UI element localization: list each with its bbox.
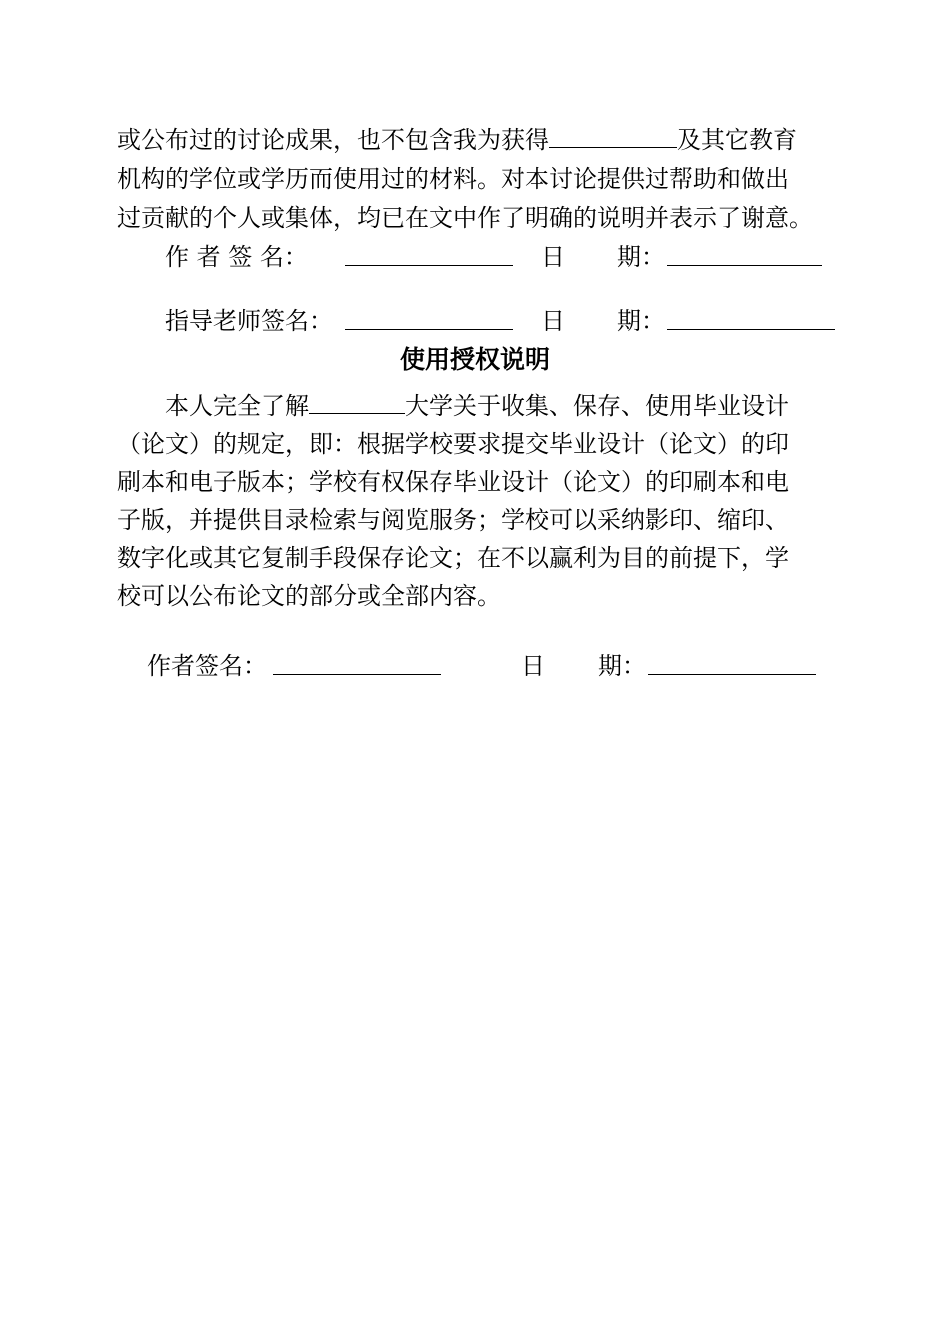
- section-title: 使用授权说明: [399, 345, 550, 374]
- authorization-text: 本人完全了解: [165, 392, 309, 420]
- declaration-text: 及其它教育: [677, 126, 797, 154]
- date-line: [648, 650, 816, 675]
- final-signature-row: [0, 650, 950, 682]
- date-label-char-1: 日: [541, 243, 565, 271]
- advisor-signature-label: 指导老师签名：: [165, 307, 333, 335]
- authorization-text: 大学关于收集、保存、使用毕业设计: [405, 392, 789, 420]
- university-blank: [309, 391, 405, 414]
- date-label-char-2: 期：: [617, 307, 665, 335]
- advisor-signature-line: [345, 305, 513, 330]
- date-line: [667, 241, 822, 266]
- author-signature-line: [345, 241, 513, 266]
- date-line: [667, 305, 835, 330]
- date-label-char-2: 期：: [617, 243, 665, 271]
- authorization-line-1: [165, 390, 789, 422]
- declaration-line-1: [117, 124, 797, 156]
- author-signature-row: [0, 241, 950, 273]
- author-signature-label: 作 者 签 名：: [165, 243, 308, 271]
- authorization-line-5: 数字化或其它复制手段保存论文；在不以赢利为目的前提下，学: [117, 544, 789, 572]
- authorization-line-2: （论文）的规定，即：根据学校要求提交毕业设计（论文）的印: [117, 430, 789, 458]
- authorization-line-4: 子版，并提供目录检索与阅览服务；学校可以采纳影印、缩印、: [117, 506, 789, 534]
- author-signature-line: [273, 650, 441, 675]
- declaration-line-3: 过贡献的个人或集体，均已在文中作了明确的说明并表示了谢意。: [117, 204, 813, 232]
- date-label-char-2: 期：: [598, 652, 646, 680]
- declaration-text: 或公布过的讨论成果，也不包含我为获得: [117, 126, 549, 154]
- author-signature-label: 作者签名：: [147, 652, 267, 680]
- declaration-line-2: 机构的学位或学历而使用过的材料。对本讨论提供过帮助和做出: [117, 165, 789, 193]
- advisor-signature-row: [0, 305, 950, 337]
- authorization-line-6: 校可以公布论文的部分或全部内容。: [117, 582, 501, 610]
- date-label-char-1: 日: [521, 652, 545, 680]
- authorization-line-3: 刷本和电子版本；学校有权保存毕业设计（论文）的印刷本和电: [117, 468, 789, 496]
- date-label-char-1: 日: [541, 307, 565, 335]
- degree-blank: [549, 125, 677, 148]
